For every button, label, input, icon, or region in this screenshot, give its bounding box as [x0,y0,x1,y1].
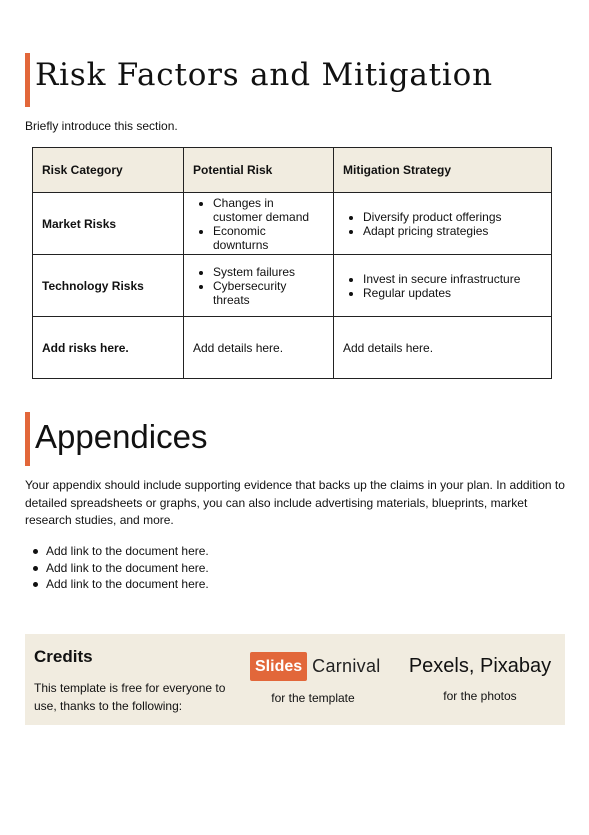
list-item: • Regular updates [363,286,542,300]
potential-risk-cell [184,255,334,317]
list-item: • Adapt pricing strategies [363,224,542,238]
credits-text: This template is free for everyone to use, thanks to the following: [34,681,226,713]
risk-category-cell: Market Risks [33,193,184,255]
list-item: • System failures [213,265,324,279]
slidescarnival-logo-text: Carnival [312,656,381,676]
list-item: • Cybersecurity threats [213,279,324,307]
list-item: • Diversify product offerings [363,210,542,224]
mitigation-cell: Add details here. [334,317,552,379]
risk-category-cell: Technology Risks [33,255,184,317]
table-row [33,255,552,317]
photo-sources-link[interactable]: Pexels, Pixabay [408,655,552,677]
list-item: • Changes in customer demand [213,196,324,224]
appendix-link-list [33,543,209,593]
appendix-link-item[interactable]: Add link to the document here. [33,543,209,560]
appendix-link-item[interactable]: Add link to the document here. [33,576,209,593]
risk-table-header-row [33,148,552,193]
appendix-link-item[interactable]: Add link to the document here. [33,560,209,577]
appendices-title: Appendices [35,418,208,455]
table-row [33,193,552,255]
credits-title: Credits [34,647,93,666]
slidescarnival-logo[interactable] [250,652,381,681]
slidescarnival-caption: for the template [271,691,355,705]
risk-category-cell: Add risks here. [33,317,184,379]
header-risk-category: Risk Category [33,148,184,193]
risk-section-title: Risk Factors and Mitigation [35,57,493,93]
risk-section-intro: Briefly introduce this section. [25,119,178,133]
list-item: • Invest in secure infrastructure [363,272,542,286]
header-mitigation-strategy: Mitigation Strategy [334,148,552,193]
mitigation-cell [334,255,552,317]
risk-table [32,147,552,379]
header-potential-risk: Potential Risk [184,148,334,193]
appendices-description: Your appendix should include supporting evidence that backs up the claims in your plan. In addition to detailed spreadsheets or graphs, you can also include advertising materials, blueprints, market research studies, and more. [25,478,565,527]
potential-risk-cell [184,193,334,255]
mitigation-cell [334,193,552,255]
table-row [33,317,552,379]
list-item: • Economic downturns [213,224,324,252]
appendices-accent-bar [25,412,30,466]
potential-risk-cell: Add details here. [184,317,334,379]
title-accent-bar [25,53,30,107]
photo-sources-caption: for the photos [443,689,517,703]
credits-panel [25,634,565,725]
slidescarnival-logo-box: Slides [250,652,307,681]
